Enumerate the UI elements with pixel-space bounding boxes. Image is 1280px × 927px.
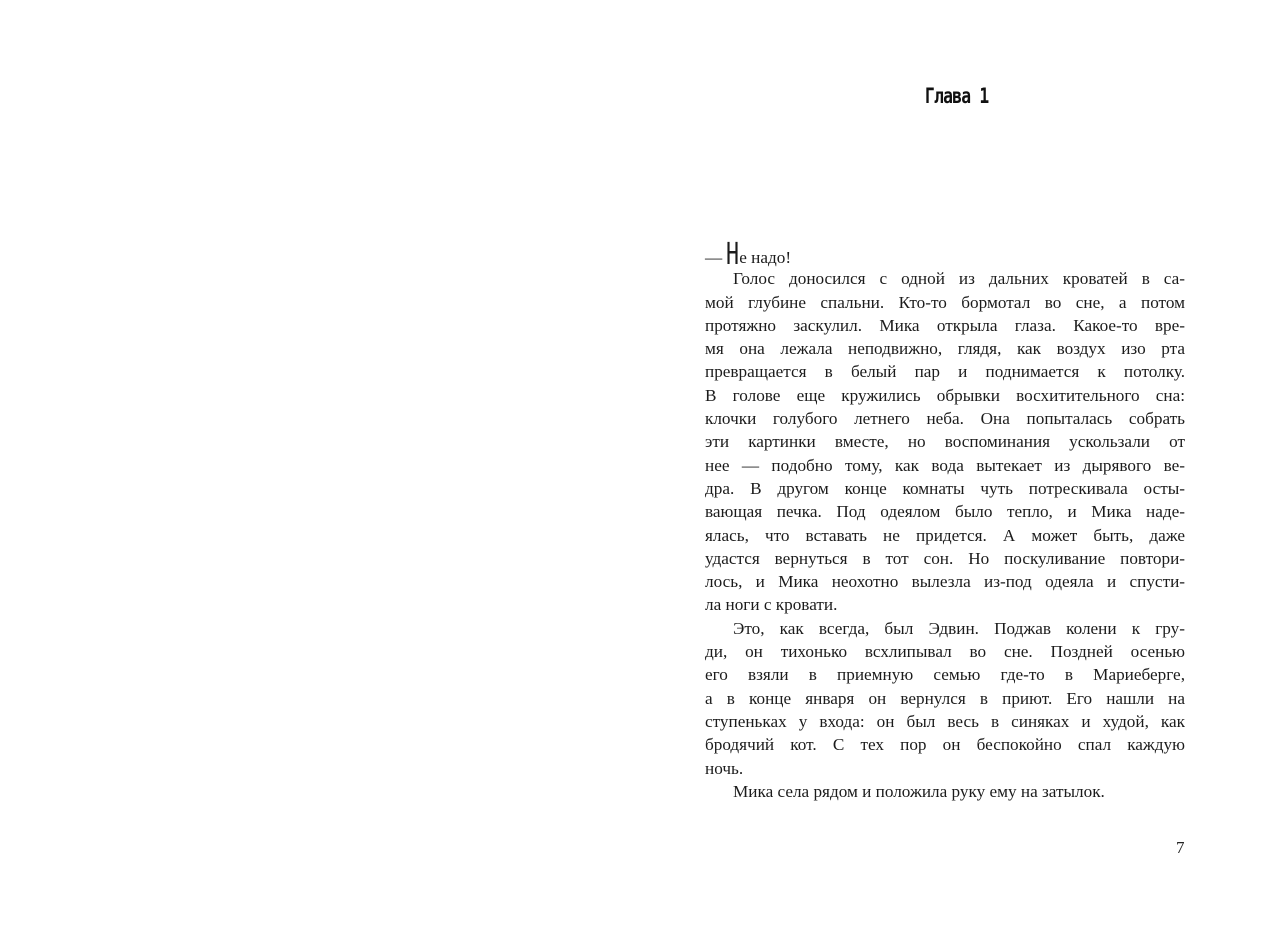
text-line: лось, и Мика неохотно вылезла из-под одеяла и спусти- bbox=[705, 572, 1185, 592]
text-line: дра. В другом конце комнаты чуть потрескивала осты- bbox=[705, 478, 1185, 498]
text-line: протяжно заскулил. Мика открыла глаза. Какое-то вре- bbox=[705, 315, 1185, 335]
chapter-title: Глава 1 bbox=[924, 84, 989, 108]
text-line: В голове еще кружились обрывки восхитительного сна: bbox=[705, 385, 1185, 405]
body-text bbox=[705, 237, 1185, 803]
text-line: ночь. bbox=[705, 758, 744, 778]
text-line: ялась, что вставать не придется. А может быть, даже bbox=[705, 525, 1185, 545]
drop-cap: Н bbox=[726, 237, 740, 272]
text-line: превращается в белый пар и поднимается к потолку. bbox=[705, 362, 1185, 382]
text-line: клочки голубого летнего неба. Она попыталась собрать bbox=[705, 409, 1185, 429]
text-line: Мика села рядом и положила руку ему на затылок. bbox=[733, 781, 1105, 801]
text-line: нее — подобно тому, как вода вытекает из дырявого ве- bbox=[705, 455, 1185, 475]
opening-text: е надо! bbox=[739, 248, 792, 267]
text-line: ди, он тихонько всхлипывал во сне. Поздней осенью bbox=[705, 642, 1185, 662]
text-line: Голос доносился с одной из дальних кроватей в са- bbox=[733, 269, 1185, 289]
text-line: бродячий кот. С тех пор он беспокойно спал каждую bbox=[705, 735, 1185, 755]
text-line: мя она лежала неподвижно, глядя, как воздух изо рта bbox=[705, 339, 1185, 359]
text-line: ла ноги с кровати. bbox=[705, 595, 838, 615]
text-line: эти картинки вместе, но воспоминания ускользали от bbox=[705, 432, 1185, 452]
dialogue-dash: — bbox=[705, 248, 723, 267]
page-number: 7 bbox=[1176, 838, 1185, 857]
text-line: удастся вернуться в тот сон. Но поскуливание повтори- bbox=[705, 548, 1185, 568]
text-line: а в конце января он вернулся в приют. Его нашли на bbox=[705, 688, 1185, 708]
text-line: мой глубине спальни. Кто-то бормотал во сне, а потом bbox=[705, 292, 1185, 312]
text-line: его взяли в приемную семью где-то в Мариеберге, bbox=[705, 665, 1185, 685]
text-line: Это, как всегда, был Эдвин. Поджав колени к гру- bbox=[733, 618, 1185, 638]
opening-line bbox=[705, 237, 1185, 272]
text-line: ступеньках у входа: он был весь в синяках и худой, как bbox=[705, 711, 1185, 731]
text-line: вающая печка. Под одеялом было тепло, и Мика наде- bbox=[705, 502, 1185, 522]
